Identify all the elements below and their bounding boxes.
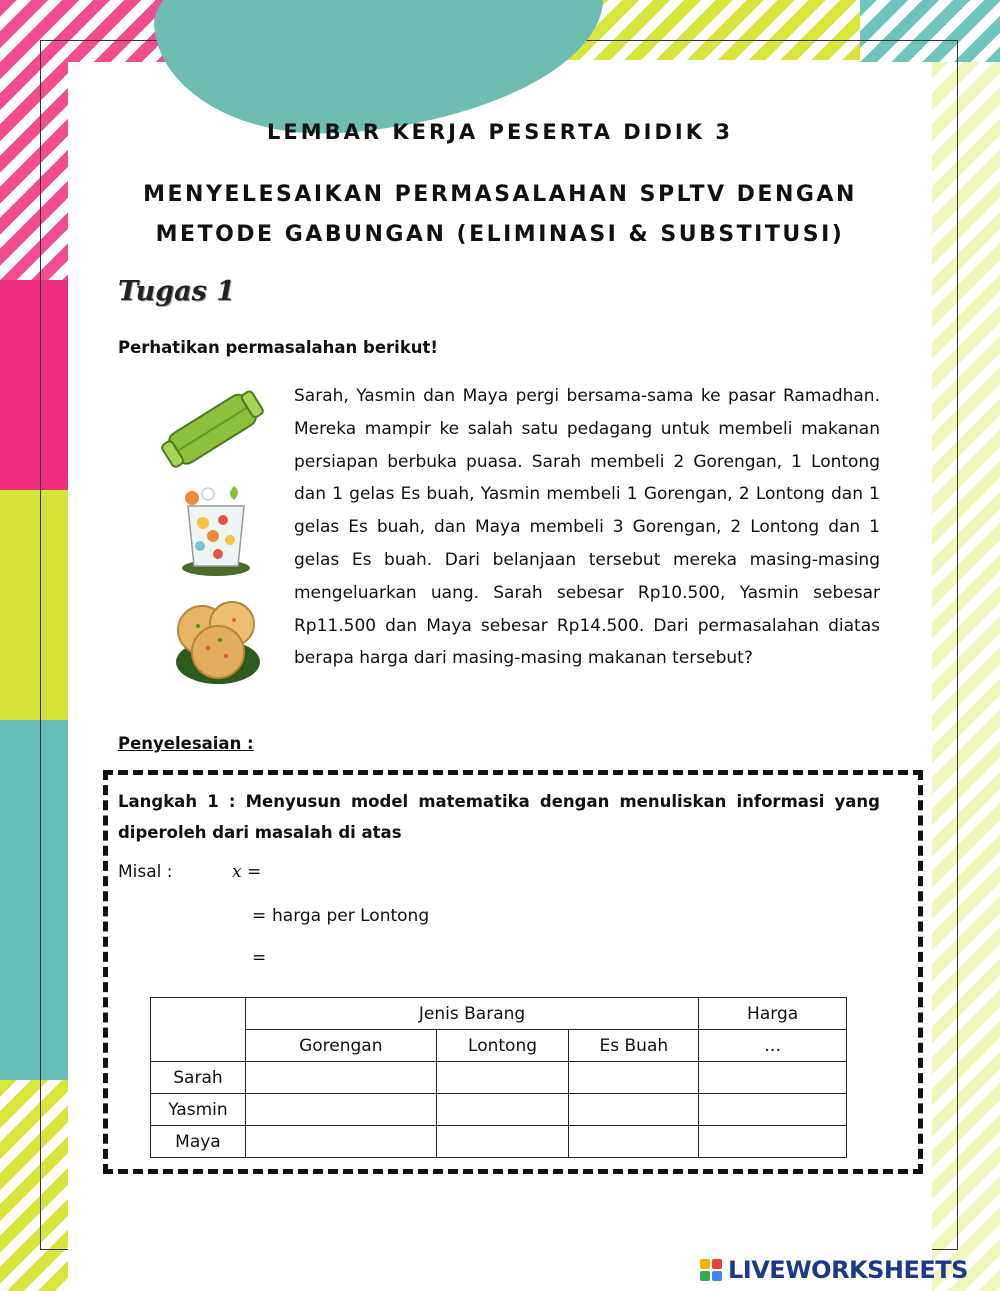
gorengan-image	[168, 590, 268, 690]
problem-story: Sarah, Yasmin dan Maya pergi bersama-sama ke pasar Ramadhan. Mereka mampir ke salah satu pedagang untuk membeli makanan persiapan berbuka puasa. Sarah membeli 2 Gorengan, 1 Lontong dan 1 gelas Es buah, Yasmin membeli 1 Gorengan, 2 Lontong dan 1 gelas Es buah, dan Maya membeli 3 Gorengan, 2 Lontong dan 1 gelas Es buah. Dari belanjaan tersebut mereka masing-masing mengeluarkan uang. Sarah sebesar Rp10.500, Yasmin sebesar Rp11.500 dan Maya sebesar Rp14.500. Dari permasalahan diatas berapa harga dari masing-masing makanan tersebut?	[294, 386, 880, 669]
answer-cell[interactable]	[245, 1126, 436, 1158]
jenis-barang-header: Jenis Barang	[245, 998, 698, 1030]
column-header: Gorengan	[245, 1030, 436, 1062]
answer-cell[interactable]	[436, 1062, 569, 1094]
table-row	[151, 1094, 847, 1126]
worksheet-title: LEMBAR KERJA PESERTA DIDIK 3	[267, 120, 733, 144]
answer-cell[interactable]	[436, 1126, 569, 1158]
solution-label: Penyelesaian :	[118, 734, 254, 753]
table-row	[151, 1062, 847, 1094]
brand-name: LIVEWORKSHEETS	[728, 1256, 968, 1284]
task-heading: Tugas 1	[118, 276, 236, 307]
column-header: Es Buah	[569, 1030, 699, 1062]
row-name: Maya	[151, 1126, 246, 1158]
purchase-table	[150, 997, 847, 1158]
answer-cell[interactable]	[245, 1062, 436, 1094]
task-instruction: Perhatikan permasalahan berikut!	[118, 338, 438, 357]
variable-2-equals: =	[252, 906, 267, 926]
table-corner-cell	[151, 998, 246, 1062]
logo-square	[700, 1271, 710, 1281]
answer-cell[interactable]	[569, 1062, 699, 1094]
x-equation: x =	[232, 862, 262, 882]
answer-cell[interactable]	[569, 1094, 699, 1126]
answer-cell[interactable]	[245, 1094, 436, 1126]
table-header-row	[151, 998, 847, 1030]
step-1-instruction: Langkah 1 : Menyusun model matematika dengan menuliskan informasi yang diperoleh dari masalah di atas	[118, 792, 880, 842]
table-row	[151, 1126, 847, 1158]
liveworksheets-logo-icon	[700, 1259, 722, 1281]
answer-cell[interactable]	[436, 1094, 569, 1126]
liveworksheets-brand[interactable]	[700, 1255, 968, 1285]
logo-square	[700, 1259, 710, 1269]
table-subheader-row	[151, 1030, 847, 1062]
row-name: Yasmin	[151, 1094, 246, 1126]
logo-square	[712, 1271, 722, 1281]
answer-cell[interactable]	[699, 1062, 847, 1094]
column-header: Lontong	[436, 1030, 569, 1062]
subtitle-line-1: MENYELESAIKAN PERMASALAHAN SPLTV DENGAN	[143, 182, 857, 207]
misal-label: Misal :	[118, 862, 173, 882]
lontong-image	[158, 382, 268, 477]
subtitle-line-2: METODE GABUNGAN (ELIMINASI & SUBSTITUSI)	[155, 222, 845, 247]
answer-cell[interactable]	[569, 1126, 699, 1158]
harga-header: Harga	[699, 998, 847, 1030]
variable-3-equals: =	[252, 948, 267, 968]
answer-cell[interactable]	[699, 1126, 847, 1158]
variable-2-description: harga per Lontong	[272, 906, 430, 926]
es-buah-image	[178, 478, 254, 578]
harga-subheader: …	[699, 1030, 847, 1062]
answer-cell[interactable]	[699, 1094, 847, 1126]
worksheet-subtitle	[100, 175, 900, 255]
logo-square	[712, 1259, 722, 1269]
row-name: Sarah	[151, 1062, 246, 1094]
